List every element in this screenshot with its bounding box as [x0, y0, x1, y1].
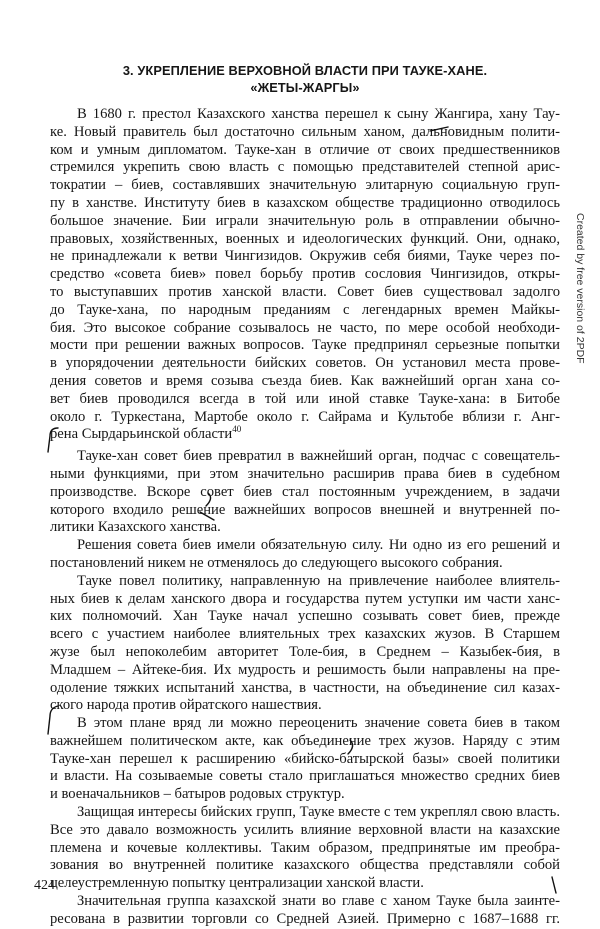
footnote-ref: 40	[232, 424, 242, 435]
pdf-watermark-note: Created by free version of 2PDF	[574, 213, 586, 364]
text-line: и военачальников – батыров родовых структур.	[50, 786, 345, 803]
text-line: В 1680 г. престол Казахского ханства перешел к сыну Жангира, хану Тау-	[77, 106, 560, 122]
text-line: Решения совета биев имели обязательную силу. Ни одно из его решений и	[77, 537, 560, 554]
text-line: производстве. Вскоре совет биев стал постоянным учреждением, в задачи	[50, 483, 560, 500]
text-line: то выступавших против ханской власти. Совет биев существовал задолго	[50, 283, 560, 300]
text-line: ке. Новый правитель был достаточно сильным ханом, дальновидным полити-	[50, 123, 560, 140]
text-line: целеустремленную попытку централизации ханской власти.	[50, 875, 424, 892]
text-line: которого входило решение важнейших вопросов внешней и внутренней по-	[50, 501, 560, 518]
text-line: Тауке повел политику, направленную на привлечение наиболее влиятель-	[77, 572, 560, 589]
text-line: важнейшем политическом акте, как объединение трех жузов. Наряду с этим	[50, 732, 560, 749]
text-line: ком и умным дипломатом. Тауке-хан в отличие от своих предшественников	[50, 141, 560, 158]
paragraph-1	[50, 106, 560, 444]
title-line-2: «ЖЕТЫ-ЖАРГЫ»	[250, 80, 360, 95]
text-line: ского народа против ойратского нашествия.	[50, 697, 322, 714]
text-line: до Тауке-хана, по народным преданиям с легендарных времен Майкы-	[50, 301, 560, 318]
text-line: всего с участием наиболее влиятельных трех казахских жузов. В Старшем	[50, 626, 560, 643]
body-text	[50, 106, 560, 929]
text-line: жузе был непоколебим авторитет Толе-бия, в Среднем – Казыбек-бия, в	[50, 643, 560, 660]
text-line: правовых, хозяйственных, военных и идеологических функций. Они, однако,	[50, 230, 560, 247]
paragraph-5	[50, 715, 560, 804]
paragraph-4	[50, 573, 560, 715]
text-line: ных биев к делам ханского двора и государства путем уступки им части ханс-	[50, 590, 560, 607]
title-line-1: 3. УКРЕПЛЕНИЕ ВЕРХОВНОЙ ВЛАСТИ ПРИ ТАУКЕ-ХАНЕ.	[122, 63, 488, 78]
text-line: Тауке-хан совет биев превратил в важнейший орган, подчас с совещатель-	[77, 448, 560, 465]
text-line: вет биев проводился всегда в той или иной ставке Тауке-хана: в Битобе	[50, 390, 560, 407]
text-line: в упорядочении деятельности бийских советов. Он установил места прове-	[50, 355, 560, 372]
text-line: пу в ханстве. Институту биев в казахском обществе традиционно отводилось	[50, 194, 560, 211]
paragraph-6	[50, 804, 560, 893]
text-line: постановлений никем не отменялось до следующего высокого собрания.	[50, 554, 503, 571]
paragraph-7	[50, 893, 560, 929]
text-line: племена и кочевые коллективы. Таким образом, предпринятые им преобра-	[50, 839, 560, 856]
text-line: около г. Туркестана, Мартобе около г. Сайрама и Культобе вблизи г. Анг-	[50, 408, 560, 425]
text-line: Значительная группа казахской знати во главе с ханом Тауке была заинте-	[77, 893, 560, 910]
text-line: мости при решении важных вопросов. Тауке предпринял серьезные попытки	[50, 337, 560, 354]
text-line: и власти. На созываемые советы стало приглашаться множество средних биев	[50, 768, 560, 785]
text-line: бия. Это высокое собрание созывалось не часто, по мере особой необходи-	[50, 319, 560, 336]
text-line: не принадлежали к ветви Чингизидов. Окружив себя биями, Тауке через по-	[50, 248, 560, 265]
text-line: ресована в развитии торговли со Средней Азией. Примерно с 1687–1688 гг.	[50, 910, 560, 927]
text-line-content: рена Сырдарьинской области	[50, 426, 233, 443]
text-line: В этом плане вряд ли можно переоценить значение совета биев в таком	[77, 715, 560, 732]
page-number: 424	[34, 878, 55, 893]
text-line: зования во внутренней политике казахского общества представляли собой	[50, 857, 560, 874]
text-line	[50, 426, 560, 444]
text-line: Все это давало возможность усилить влияние верховной власти на казахские	[50, 821, 560, 838]
text-line: большое значение. Бии играли значительную роль в отправлении обычно-	[50, 212, 560, 229]
paragraph-2	[50, 448, 560, 537]
text-line: Защищая интересы бийских групп, Тауке вместе с тем укреплял свою власть.	[77, 804, 560, 821]
text-line: тократии – биев, составлявших значительную элитарную социальную груп-	[50, 177, 560, 194]
text-line: ких полномочий. Хан Тауке начал успешно созывать совет биев, прежде	[50, 608, 560, 625]
text-line: ными функциями, при этом значительно расширив права биев в судебном	[50, 465, 560, 482]
text-line: Младшем – Айтеке-бия. Их мудрость и решимость были направлены на пре-	[50, 661, 560, 678]
text-line: стремился укрепить свою власть с помощью представителей степной арис-	[50, 159, 560, 176]
text-line: одоление тяжких испытаний ханства, в частности, на объединение сил казах-	[50, 679, 560, 696]
text-line: Тауке-хан перешел к расширению «бийско-батырской базы» своей политики	[50, 750, 560, 767]
text-line: средство «совета биев» повел борьбу против сословия Чингизидов, откры-	[50, 266, 560, 283]
text-line: дения советов и время созыва съезда биев. Как важнейший орган хана со-	[50, 372, 560, 389]
paragraph-3	[50, 537, 560, 573]
section-title	[40, 62, 570, 96]
text-line: литики Казахского ханства.	[50, 519, 221, 536]
